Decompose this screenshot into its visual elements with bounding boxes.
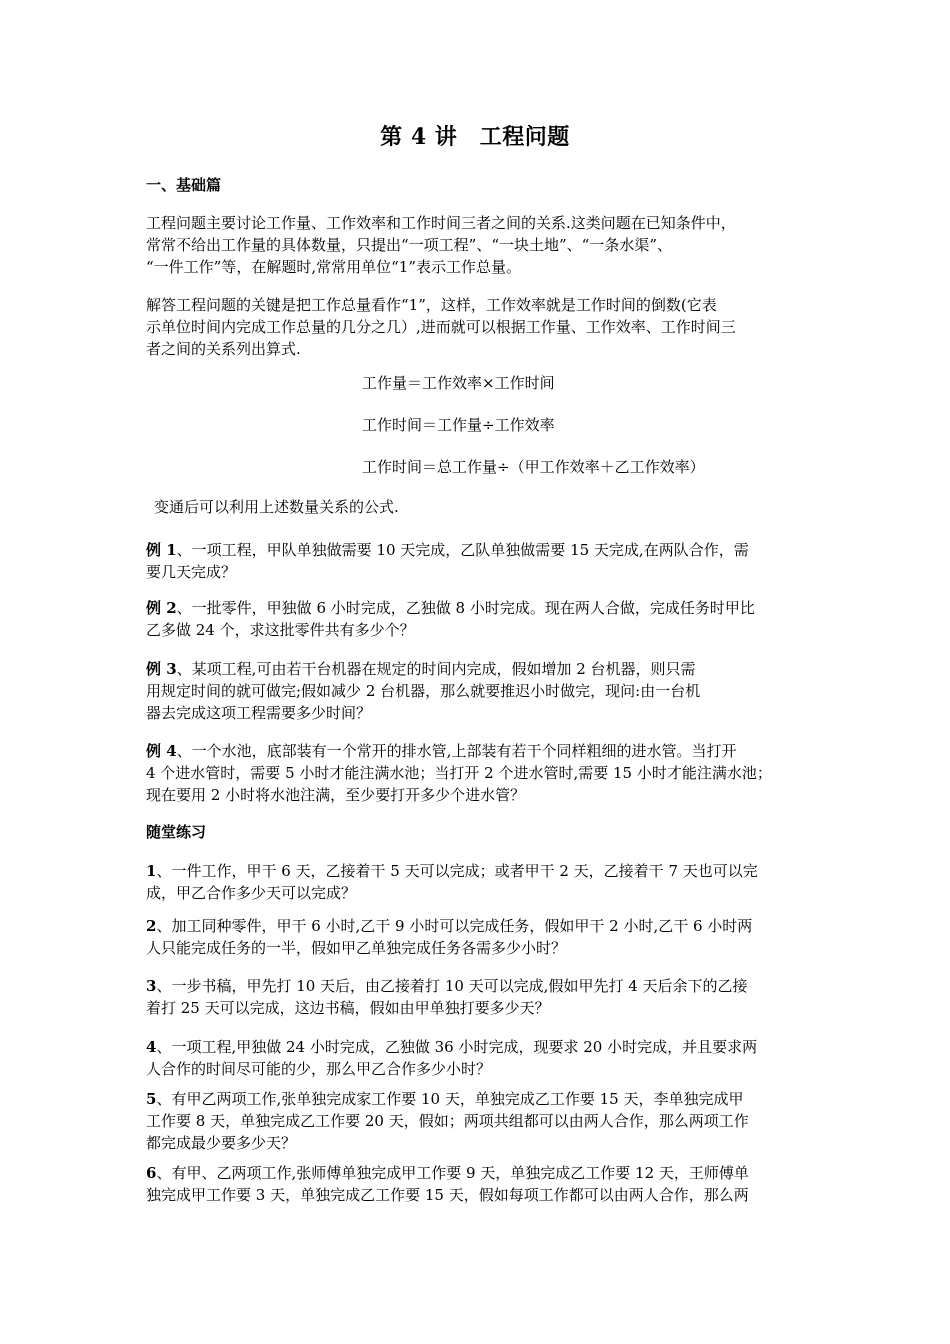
practice-text: 成，甲乙合作多少天可以完成？ <box>146 884 357 902</box>
practice-label: 5 <box>146 1090 157 1108</box>
practice-5 <box>146 1088 810 1154</box>
example-label: 例 1 <box>146 541 177 559</box>
section-heading-basic: 一、基础篇 <box>146 176 222 194</box>
practice-text: 、一件工作，甲干 6 天，乙接着干 5 天可以完成；或者甲干 2 天，乙接着干 7 天也可以完 <box>156 862 758 880</box>
example-text: 、某项工程,可由若干台机器在规定的时间内完成，假如增加 2 台机器，则只需 <box>176 660 696 678</box>
practice-1 <box>146 860 810 904</box>
example-text: 器去完成这项工程需要多少时间？ <box>146 704 372 722</box>
practice-text: 、一步书稿，甲先打 10 天后，由乙接着打 10 天可以完成,假如甲先打 4 天后余下的乙接 <box>156 977 748 995</box>
key-line: 解答工程问题的关键是把工作总量看作“1”，这样，工作效率就是工作时间的倒数(它表 <box>146 296 717 314</box>
example-text: 要几天完成？ <box>146 563 237 581</box>
example-text: 、一个水池，底部装有一个常开的排水管,上部装有若干个同样粗细的进水管。当打开 <box>176 742 737 760</box>
practice-label: 4 <box>146 1038 157 1056</box>
practice-text: 、有甲乙两项工作,张单独完成家工作要 10 天，单独完成乙工作要 15 天，李单独完成甲 <box>156 1090 744 1108</box>
practice-text: 人合作的时间尽可能的少，那么甲乙合作多少小时？ <box>146 1060 492 1078</box>
practice-text: 人只能完成任务的一半，假如甲乙单独完成任务各需多少小时？ <box>146 939 567 957</box>
intro-line: 工程问题主要讨论工作量、工作效率和工作时间三者之间的关系.这类问题在已知条件中， <box>146 214 736 232</box>
page-title: 第 4 讲 工程问题 <box>380 124 570 150</box>
key-line: 示单位时间内完成工作总量的几分之几）,进而就可以根据工作量、工作效率、工作时间三 <box>146 318 736 336</box>
practice-6 <box>146 1162 810 1206</box>
section-heading-practice: 随堂练习 <box>146 823 207 841</box>
intro-paragraph <box>146 212 810 278</box>
key-paragraph <box>146 294 810 360</box>
example-label: 例 2 <box>146 599 177 617</box>
practice-text: 工作要 8 天，单独完成乙工作要 20 天，假如；两项共组都可以由两人合作，那么两项工作 <box>146 1112 749 1130</box>
example-text: 、一项工程，甲队单独做需要 10 天完成，乙队单独做需要 15 天完成,在两队合作，需 <box>176 541 749 559</box>
intro-line: “一件工作”等，在解题时,常常用单位“1”表示工作总量。 <box>146 258 521 276</box>
key-line: 者之间的关系列出算式. <box>146 340 301 358</box>
practice-text: 着打 25 天可以完成，这边书稿，假如由甲单独打要多少天？ <box>146 999 550 1017</box>
formula-total-time: 工作时间＝总工作量÷（甲工作效率＋乙工作效率） <box>362 458 705 476</box>
practice-4 <box>146 1036 810 1080</box>
practice-text: 都完成最少要多少天？ <box>146 1134 297 1152</box>
example-text: 4 个进水管时，需要 5 小时才能注满水池；当打开 2 个进水管时,需要 15 小时才能注满水池； <box>146 764 772 782</box>
example-3 <box>146 658 810 724</box>
note-text: 变通后可以利用上述数量关系的公式. <box>154 498 399 516</box>
practice-label: 3 <box>146 977 157 995</box>
formula-time: 工作时间＝工作量÷工作效率 <box>362 416 555 434</box>
practice-text: 、一项工程,甲独做 24 小时完成，乙独做 36 小时完成，现要求 20 小时完成，并且要求两 <box>156 1038 758 1056</box>
practice-2 <box>146 915 810 959</box>
practice-text: 、有甲、乙两项工作,张师傅单独完成甲工作要 9 天，单独完成乙工作要 12 天，王师傅单 <box>156 1164 749 1182</box>
formula-work: 工作量＝工作效率×工作时间 <box>362 374 555 392</box>
example-text: 乙多做 24 个，求这批零件共有多少个？ <box>146 621 415 639</box>
example-text: 现在要用 2 小时将水池注满，至少要打开多少个进水管？ <box>146 786 526 804</box>
example-label: 例 3 <box>146 660 177 678</box>
example-label: 例 4 <box>146 742 177 760</box>
example-2 <box>146 597 810 641</box>
practice-text: 独完成甲工作要 3 天，单独完成乙工作要 15 天，假如每项工作都可以由两人合作，那么两 <box>146 1186 749 1204</box>
practice-3 <box>146 975 810 1019</box>
example-1 <box>146 539 810 583</box>
example-text: 、一批零件，甲独做 6 小时完成，乙独做 8 小时完成。现在两人合做，完成任务时甲比 <box>176 599 755 617</box>
practice-label: 1 <box>146 862 157 880</box>
intro-line: 常常不给出工作量的具体数量，只提出“一项工程”、“一块土地”、“一条水渠”、 <box>146 236 673 254</box>
practice-label: 2 <box>146 917 157 935</box>
example-text: 用规定时间的就可做完;假如减少 2 台机器，那么就要推迟小时做完，现问:由一台机 <box>146 682 701 700</box>
example-4 <box>146 740 810 806</box>
practice-label: 6 <box>146 1164 157 1182</box>
practice-text: 、加工同种零件，甲干 6 小时,乙干 9 小时可以完成任务，假如甲干 2 小时,乙干 6 小时两 <box>156 917 753 935</box>
